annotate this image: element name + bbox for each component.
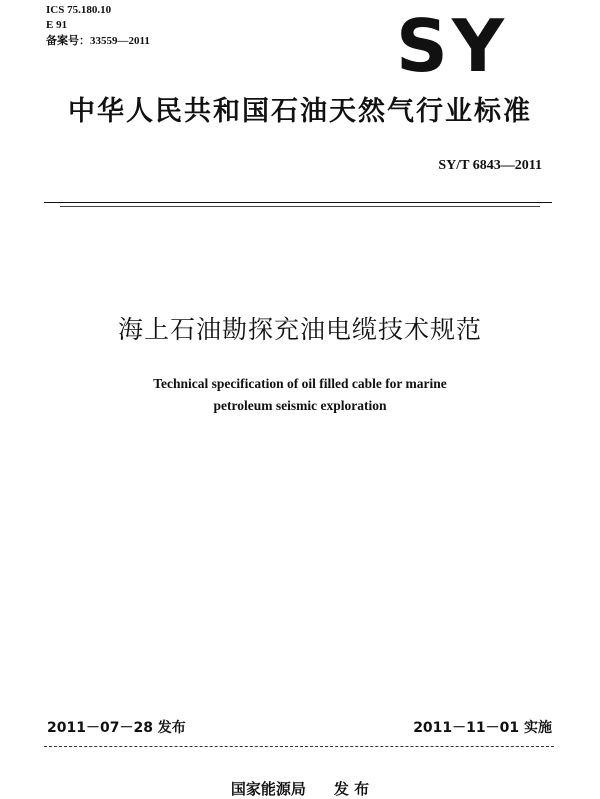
- issue-date: 2011－07－28 发布: [47, 720, 186, 736]
- sy-logo: SY: [396, 4, 508, 88]
- standard-number: SY/T 6843—2011: [438, 158, 542, 173]
- header-rule: [44, 202, 552, 203]
- classification-code: E 91: [46, 19, 68, 31]
- footer-rule: [44, 746, 554, 747]
- header-rule-secondary: [60, 206, 540, 207]
- ics-code: ICS 75.180.10: [46, 4, 112, 16]
- publisher-line: [0, 779, 600, 799]
- filing-number: 备案号：33559—2011: [46, 35, 150, 47]
- publisher-action: 发 布: [333, 780, 370, 798]
- document-title-en-line2: petroleum seismic exploration: [213, 398, 387, 413]
- document-title-zh: 海上石油勘探充油电缆技术规范: [117, 315, 482, 344]
- publisher-name: 国家能源局: [230, 780, 306, 798]
- implementation-date: 2011－11－01 实施: [413, 720, 552, 736]
- document-title-en-line1: Technical specification of oil filled cable for marine: [153, 376, 447, 391]
- organization-title: 中华人民共和国石油天然气行业标准: [68, 96, 532, 127]
